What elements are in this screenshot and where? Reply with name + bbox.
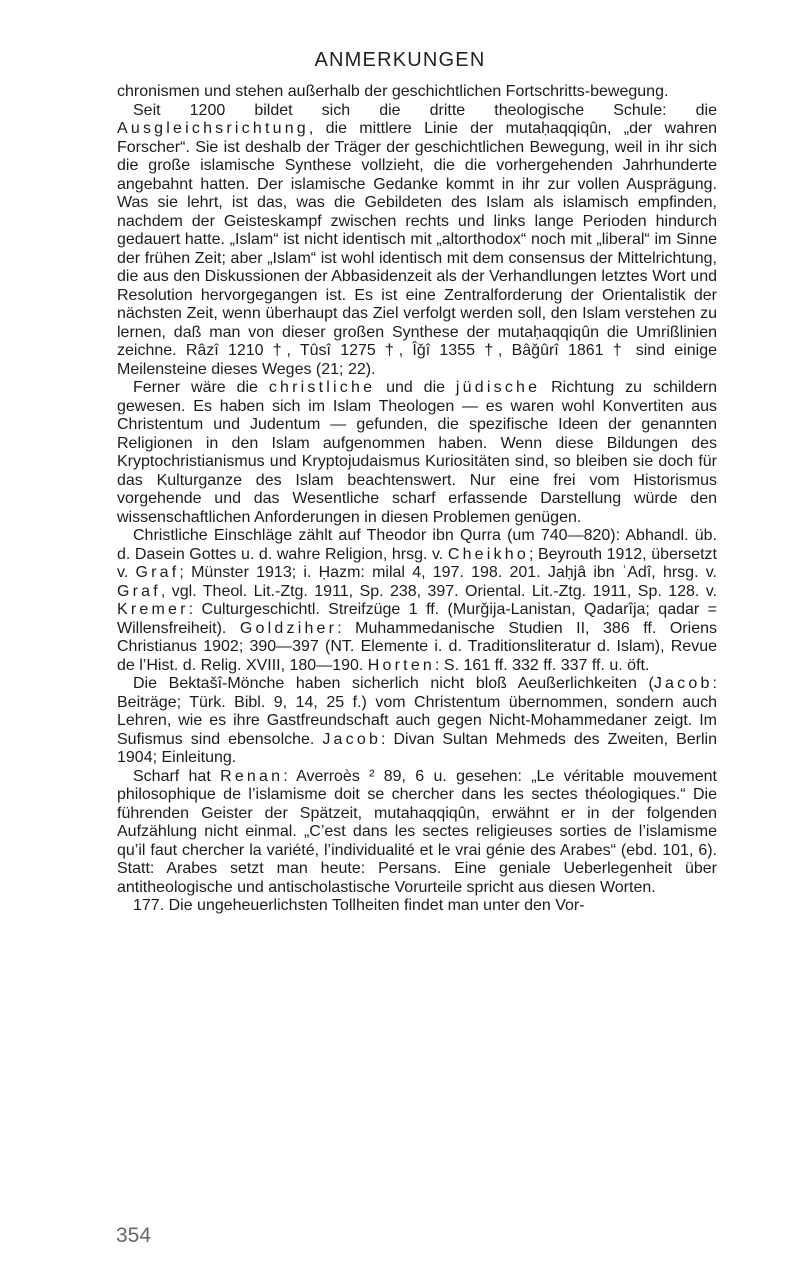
text-run: : Divan Sultan Mehmeds des Zweiten, Berlin 1904; Einleitung.	[117, 730, 717, 766]
text-run: : Muhammedanische Studien II, 386 ff. Oriens Christianus 1902; 390—397 (NT. Elemente i. d. Traditionsliteratur d. Islam), Revue de l’Hist. d. Relig. XVIII, 180—190.	[117, 619, 717, 674]
text-run: ; Beyrouth 1912, übersetzt v.	[117, 545, 718, 581]
paragraph	[117, 675, 717, 768]
spaced-name: Kremer	[117, 601, 189, 618]
body-text	[117, 83, 717, 916]
spaced-name: Cheikho	[447, 545, 529, 563]
spaced-name: jüdische	[455, 379, 541, 396]
paragraph	[117, 527, 717, 675]
text-run: 177. Die ungeheuerlichsten Tollheiten findet man unter den Vor-	[133, 897, 585, 914]
text-run: , die mittlere Linie der mutaḥaqqiqûn, „der wahren Forscher“. Sie ist deshalb der Träger der geschichtlichen Bewegung, weil in ihr sich die große islamische Synthese vollzieht, die die vorhergehenden Jahrhunderte angebahnt hatten. Der islamische Gedanke kommt in ihr zur vollen Ausprägung. Was sie lehrt, ist das, was die Gebildeten des Islam als islamisch empfinden, nachdem der Geisteskampf zwischen rechts und links lange Perioden hindurch gedauert hatte. „Islam“ ist nicht identisch mit „altorthodox“ noch mit „liberal“ im Sinne der frühen Zeit; aber „Islam“ ist wohl identisch mit dem consensus der Mittelrichtung, die aus den Diskussionen der Abbasidenzeit als der Verhandlungen letztes Wort und Resolution hervorgegangen ist. Es ist eine Zentralforderung der Orientalistik der nächsten Zeit, wenn überhaupt das Ziel verfolgt werden soll, den Islam verstehen zu lernen, daß man von dieser großen Synthese der mutaḥaqqiqûn die Umrißlinien zeichne. Râzî 1210 †, Tûsî 1275 †, Îǧî 1355 †, Bâǧûrî 1861 † sind einige Meilensteine dieses Weges (21; 22).	[117, 120, 717, 378]
text-run: : S. 161 ff. 332 ff. 337 ff. u. öft.	[435, 656, 650, 674]
spaced-name: Graf	[117, 582, 161, 600]
spaced-name: Goldziher	[239, 619, 338, 637]
text-run: Christliche Einschläge zählt auf Theodor ibn Qurra (um 740—820): Abhandl. üb. d. Dasein Gottes u. d. wahre Religion, hrsg. v.	[117, 527, 717, 563]
spaced-name: Jacob	[322, 730, 382, 748]
text-run: Seit 1200 bildet sich die dritte theologische Schule: die	[133, 101, 717, 119]
spaced-name: Jacob	[653, 675, 713, 692]
paragraph	[117, 83, 717, 102]
spaced-name: Graf	[135, 564, 180, 581]
text-run: : Beiträge; Türk. Bibl. 9, 14, 25 f.) vom Christentum übernommen, sondern auch Lehren, wie es ihre Gastfreundschaft auch gegen Nicht-Mohammedaner zeigt. Im Sufismus sind ebensolche.	[117, 675, 717, 748]
paragraph	[117, 897, 717, 916]
text-run: : Culturgeschichtl. Streifzüge 1 ff. (Murǧija-Lanistan, Qadarîja; qadar = Willensfreiheit).	[117, 601, 717, 637]
text-run: Richtung zu schildern gewesen. Es haben sich im Islam Theologen — es waren wohl Konvertiten aus Christentum und Judentum — gefunden, die spezifische Ideen der genannten Religionen in den Islam aufgenommen haben. Wenn diese Bildungen des Kryptochristianismus und Kryptojudaismus Kuriositäten sind, so bleiben sie doch für das Kulturganze des Islam beachtenswert. Nur eine frei vom Historismus vorgehende und das Wesentliche scharf erfassende Darstellung würde den wissenschaftlichen Anforderungen in diesen Problemen genügen.	[117, 379, 717, 526]
text-run: ; Münster 1913; i. Ḥazm: milal 4, 197. 198. 201. Jaḥjâ ibn ʿAdî, hrsg. v.	[179, 564, 718, 581]
paragraph	[117, 102, 717, 380]
text-run: Scharf hat	[133, 767, 221, 785]
page-number: 354	[116, 1224, 152, 1247]
text-run: Ferner wäre die	[133, 379, 269, 396]
spaced-name: christliche	[268, 379, 376, 396]
spaced-name: Ausgleichsrichtung	[117, 120, 309, 137]
paragraph	[117, 379, 717, 527]
spaced-name: Horten	[367, 656, 436, 674]
text-run: , vgl. Theol. Lit.-Ztg. 1911, Sp. 238, 397. Oriental. Lit.-Ztg. 1911, Sp. 128. v.	[160, 582, 717, 600]
running-header: ANMERKUNGEN	[314, 49, 486, 71]
spaced-name: Renan	[220, 767, 284, 785]
text-run: chronismen und stehen außerhalb der geschichtlichen Fortschritts-bewegung.	[117, 83, 669, 100]
text-run: und die	[375, 379, 456, 396]
text-run: Die Bektašî-Mönche haben sicherlich nicht bloß Aeußerlichkeiten (	[133, 675, 654, 692]
text-run: : Averroès ² 89, 6 u. gesehen: „Le véritable mouvement philosophique de l’islamisme doit se chercher dans les sectes théologiques.“ Die führenden Geister der Spätzeit, mutahaqqiqûn, erwähnt er in der folgenden Aufzählung nicht einmal. „C’est dans les sectes religieuses sorties de l’islamisme qu’il faut chercher la variété, l’individualité et le vrai génie des Arabes“ (ebd. 101, 6). Statt: Arabes setzt man heute: Persans. Eine geniale Ueberlegenheit über antitheologische und antischolastische Vorurteile spricht aus diesen Worten.	[117, 767, 718, 896]
paragraph	[117, 768, 717, 898]
